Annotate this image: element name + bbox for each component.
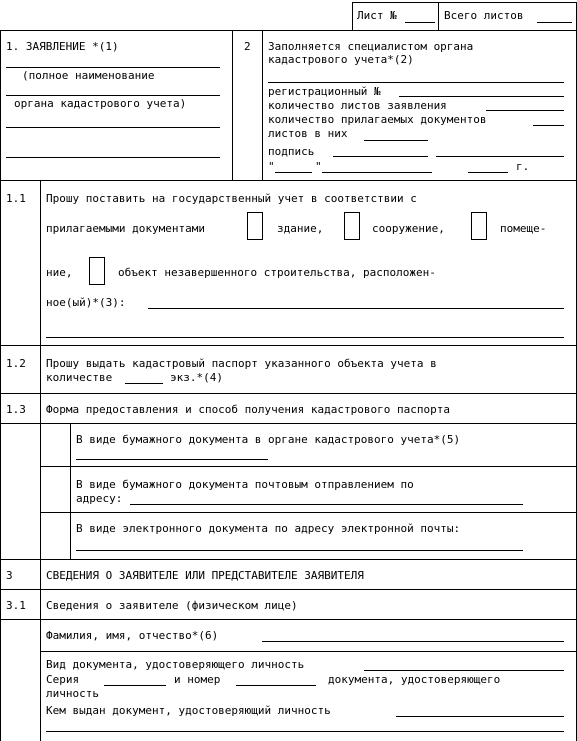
section-3-1-title: Сведения о заявителе (физическом лице) xyxy=(46,599,298,612)
section1-right-border xyxy=(232,30,233,180)
section-1-3-number: 1.3 xyxy=(6,403,26,416)
authority-line-3[interactable] xyxy=(6,127,220,128)
premises-label-1: помеще- xyxy=(500,222,547,235)
section-1-3-title-border xyxy=(0,423,577,424)
section-1-2-number: 1.2 xyxy=(6,357,26,370)
section-3-1-number: 3.1 xyxy=(6,599,26,612)
sheets-count-field[interactable] xyxy=(486,110,564,111)
paper-mail-option-1: В виде бумажного документа почтовым отправлением по xyxy=(76,478,414,491)
option-border-1 xyxy=(40,466,577,467)
number-label: и номер xyxy=(174,673,221,686)
paper-office-option-cell[interactable] xyxy=(41,424,70,466)
date-day-field[interactable] xyxy=(275,172,312,173)
id-doc-type-label: Вид документа, удостоверяющего личность xyxy=(46,658,305,671)
email-option-cell[interactable] xyxy=(41,513,70,559)
authority-line-4[interactable] xyxy=(6,157,220,158)
full-name-bottom-border xyxy=(40,651,577,652)
sheets-count-label: количество листов заявления xyxy=(268,99,447,112)
section-1-1-line2: прилагаемыми документами xyxy=(46,222,205,235)
issued-by-field[interactable] xyxy=(396,716,564,717)
paper-office-option: В виде бумажного документа в органе кадастрового учета*(5) xyxy=(76,433,461,446)
section-1-3-bottom-border xyxy=(0,559,577,560)
authority-hint-1: (полное наименование xyxy=(22,69,155,82)
authority-hint-2: органа кадастрового учета) xyxy=(14,97,187,110)
doc-id-label-2: личность xyxy=(46,687,99,700)
authority-line-1[interactable] xyxy=(6,67,220,68)
signature-label: подпись xyxy=(268,145,315,158)
section-1-1-line1: Прошу поставить на государственный учет в соответствии с xyxy=(46,192,417,205)
section-3-number: 3 xyxy=(6,569,13,582)
sheet-number-field[interactable] xyxy=(405,22,435,23)
premises-checkbox[interactable] xyxy=(471,212,487,240)
section-1-1-bottom-border xyxy=(0,345,577,346)
section2-bottom-border xyxy=(0,180,577,181)
building-label: здание, xyxy=(277,222,324,235)
premises-label-2: ние, xyxy=(46,266,73,279)
date-quote-open: " xyxy=(268,160,275,173)
series-field[interactable] xyxy=(104,685,166,686)
location-label: ное(ый)*(3): xyxy=(46,296,126,309)
section-3-1-title-border xyxy=(0,619,577,620)
total-sheets-label: Всего листов xyxy=(444,9,524,22)
option-checkbox-column xyxy=(70,423,71,559)
building-checkbox[interactable] xyxy=(247,212,263,240)
copies-field[interactable] xyxy=(125,383,163,384)
unfinished-object-checkbox[interactable] xyxy=(89,257,105,285)
id-doc-type-field[interactable] xyxy=(364,670,564,671)
email-option: В виде электронного документа по адресу электронной почты: xyxy=(76,522,461,535)
date-month-field[interactable] xyxy=(322,172,432,173)
issued-by-field-2[interactable] xyxy=(46,731,564,732)
header-divider xyxy=(438,2,439,30)
sheet-number-label: Лист № xyxy=(357,9,397,22)
mail-address-field[interactable] xyxy=(130,504,523,505)
form-left-border xyxy=(0,30,1,741)
signature-field[interactable] xyxy=(333,156,428,157)
copies-suffix: экз.*(4) xyxy=(170,371,223,384)
email-address-field[interactable] xyxy=(76,550,523,551)
date-quote-close: " xyxy=(315,160,322,173)
unfinished-object-label: объект незавершенного строительства, расположен- xyxy=(118,266,436,279)
structure-checkbox[interactable] xyxy=(344,212,360,240)
docs-sheets-label: листов в них xyxy=(268,127,348,140)
docs-count-label: количество прилагаемых документов xyxy=(268,113,487,126)
total-sheets-field[interactable] xyxy=(537,22,572,23)
section2-number: 2 xyxy=(244,40,251,53)
authority-line-2[interactable] xyxy=(6,95,220,96)
docs-count-field[interactable] xyxy=(533,125,564,126)
section-1-2-line1: Прошу выдать кадастровый паспорт указанного объекта учета в xyxy=(46,357,437,370)
section2-line2: кадастрового учета*(2) xyxy=(268,53,414,66)
section-3-bottom-border xyxy=(0,589,577,590)
location-field[interactable] xyxy=(148,308,564,309)
paper-mail-option-cell[interactable] xyxy=(41,467,70,512)
header-left-border xyxy=(352,2,353,30)
doc-id-label-1: документа, удостоверяющего xyxy=(328,673,501,686)
section-1-3-title: Форма предоставления и способ получения кадастрового паспорта xyxy=(46,403,450,416)
section2-blank-line[interactable] xyxy=(268,82,564,83)
section2-number-divider xyxy=(262,30,263,180)
docs-sheets-field[interactable] xyxy=(364,140,428,141)
form-top-border xyxy=(0,30,577,31)
doc-number-field[interactable] xyxy=(236,685,316,686)
signature-name-field[interactable] xyxy=(436,156,564,157)
full-name-label: Фамилия, имя, отчество*(6) xyxy=(46,629,219,642)
section-1-2-bottom-border xyxy=(0,393,577,394)
copies-prefix: количестве xyxy=(46,371,113,384)
structure-label: сооружение, xyxy=(372,222,445,235)
option-border-2 xyxy=(40,512,577,513)
registration-label: регистрационный № xyxy=(268,85,381,98)
paper-office-field[interactable] xyxy=(76,459,268,460)
location-field-2[interactable] xyxy=(46,337,564,338)
series-label: Серия xyxy=(46,673,80,686)
section-1-1-number: 1.1 xyxy=(6,192,26,205)
date-year-field[interactable] xyxy=(468,172,508,173)
section2-line1: Заполняется специалистом органа xyxy=(268,40,474,53)
section-3-title: СВЕДЕНИЯ О ЗАЯВИТЕЛЕ ИЛИ ПРЕДСТАВИТЕЛЕ ЗАЯВИТЕЛЯ xyxy=(46,569,364,582)
header-top-border xyxy=(352,2,576,3)
paper-mail-option-2: адресу: xyxy=(76,492,123,505)
issued-by-label: Кем выдан документ, удостоверяющий личность xyxy=(46,704,331,717)
registration-field[interactable] xyxy=(399,96,564,97)
application-title: 1. ЗАЯВЛЕНИЕ *(1) xyxy=(6,40,119,53)
year-suffix: г. xyxy=(516,160,530,173)
full-name-field[interactable] xyxy=(262,641,564,642)
